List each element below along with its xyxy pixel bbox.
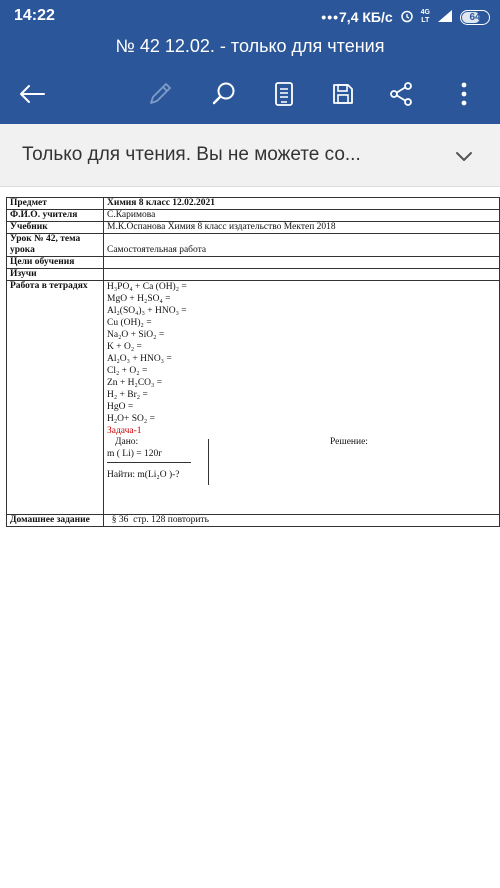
read-only-banner[interactable]	[0, 124, 500, 187]
table-row	[7, 210, 500, 222]
row-value	[104, 257, 500, 269]
status-bar	[0, 0, 500, 34]
save-icon[interactable]	[325, 76, 361, 112]
row-label: Учебник	[7, 222, 104, 234]
table-row	[7, 222, 500, 234]
network-type-icon: 4G LT	[420, 9, 430, 24]
pen-icon[interactable]	[142, 76, 178, 112]
given-label: Дано:	[115, 437, 139, 447]
row-label: Цели обучения	[7, 257, 104, 269]
table-row	[7, 269, 500, 281]
share-icon[interactable]	[383, 76, 419, 112]
more-vertical-icon[interactable]	[446, 76, 482, 112]
row-value: С.Каримова	[104, 210, 500, 222]
equation: Na₂O + SiO₂ =	[107, 330, 165, 340]
row-value: Самостоятельная работа	[104, 234, 500, 257]
row-label: Изучи	[7, 269, 104, 281]
banner-text: Только для чтения. Вы не можете со...	[22, 144, 361, 165]
divider	[208, 439, 209, 485]
table-row	[7, 198, 500, 210]
status-indicators	[321, 8, 490, 26]
equation: Zn + H₂CO₃ =	[107, 378, 163, 388]
find-text: Найти: m(Li₂O )-?	[107, 470, 180, 480]
given-value: m ( Li) = 120г	[107, 449, 163, 459]
battery-icon: 64	[460, 10, 490, 25]
row-value	[104, 269, 500, 281]
document-title: № 42 12.02. - только для чтения	[115, 36, 385, 56]
task-title: Задача-1	[107, 426, 142, 436]
task-block	[107, 437, 496, 503]
back-arrow-icon[interactable]	[14, 76, 50, 112]
signal-icon	[437, 9, 453, 26]
app-bar	[0, 0, 500, 124]
equation: Cu (OH)₂ =	[107, 318, 152, 328]
row-value: § 36 стр. 128 повторить	[104, 515, 500, 527]
row-label: Домашнее задание	[7, 515, 104, 527]
row-label: Предмет	[7, 198, 104, 210]
row-label: Ф.И.О. учителя	[7, 210, 104, 222]
table-row	[7, 234, 500, 257]
solution-label: Решение:	[330, 437, 368, 447]
alarm-icon	[400, 9, 414, 26]
lesson-table	[6, 197, 500, 527]
divider	[107, 462, 191, 463]
table-row	[7, 257, 500, 269]
row-label: Урок № 42, тема урока	[7, 234, 104, 257]
chevron-down-icon[interactable]	[454, 146, 474, 166]
table-row	[7, 515, 500, 527]
row-value: Химия 8 класс 12.02.2021	[104, 198, 500, 210]
equation: H₃PO₄ + Ca (OH)₂ =	[107, 282, 187, 292]
reading-view-icon[interactable]	[266, 76, 302, 112]
table-row	[7, 281, 500, 515]
equation: H₂O+ SO₂ =	[107, 414, 155, 424]
row-value: М.К.Оспанова Химия 8 класс издательство Мектеп 2018	[104, 222, 500, 234]
row-label: Работа в тетрадях	[7, 281, 104, 515]
equation: Al₂O₃ + HNO₃ =	[107, 354, 172, 364]
equation: Cl₂ + O₂ =	[107, 366, 148, 376]
equation: H₂ + Br₂ =	[107, 390, 148, 400]
document-page	[0, 188, 500, 888]
equation: K + O₂ =	[107, 342, 142, 352]
equation: HgO =	[107, 402, 134, 412]
status-speed: •••7,4 КБ/с	[321, 9, 393, 25]
search-icon[interactable]	[206, 76, 242, 112]
toolbar	[0, 72, 500, 118]
status-time: 14:22	[14, 7, 55, 24]
equation: MgO + H₂SO₄ =	[107, 294, 171, 304]
equation: Al₂(SO₄)₃ + HNO₃ =	[107, 306, 187, 316]
work-cell	[104, 281, 500, 515]
